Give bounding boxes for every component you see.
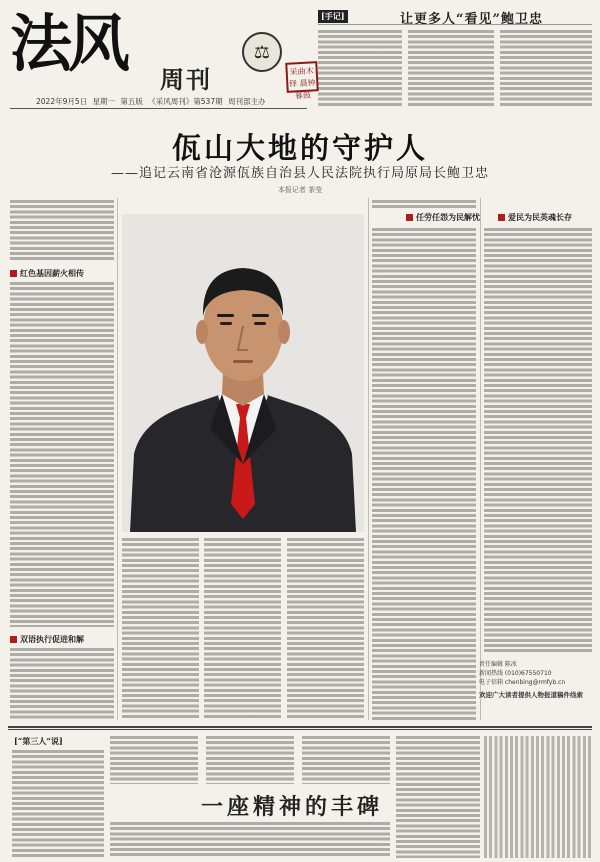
top-story-tag: [手记] bbox=[318, 10, 348, 23]
commentary-vertical-text bbox=[484, 736, 592, 858]
editor-footnote: 欢迎广大读者提供人物报道稿件线索 bbox=[479, 691, 583, 699]
section-head-diligence bbox=[406, 212, 480, 223]
responsible-editor: 责任编辑 陈冰 bbox=[479, 661, 517, 668]
masthead-stamp: 采曲木铎 晨钟暮鼓 bbox=[285, 61, 319, 93]
section-title: 双语执行促进和解 bbox=[20, 635, 84, 644]
masthead-title: 法风 bbox=[10, 7, 127, 80]
right-center-column-top bbox=[372, 200, 476, 210]
commentary-tag: [“第三人”说] bbox=[14, 736, 63, 746]
masthead-rule bbox=[10, 108, 307, 109]
main-subheadline: ——追记云南省沧源佤族自治县人民法院执行局原局长鲍卫忠 bbox=[110, 166, 489, 181]
top-story-column-2 bbox=[408, 30, 494, 108]
main-headline: 佤山大地的守护人 bbox=[171, 131, 428, 165]
column-divider bbox=[480, 198, 481, 720]
byline: 本报记者 茶莹 bbox=[277, 186, 323, 194]
middle-column-3 bbox=[287, 538, 364, 720]
far-right-column bbox=[484, 228, 592, 654]
dateline: 2022年9月5日 星期一 第五版 《采风周刊》第537期 周刊部主办 bbox=[36, 97, 266, 106]
left-column-intro bbox=[10, 200, 114, 260]
top-story-rule bbox=[318, 24, 592, 25]
section-head-bilingual bbox=[10, 634, 84, 645]
column-divider bbox=[368, 198, 369, 720]
left-column-bottom bbox=[10, 648, 114, 720]
masthead bbox=[10, 7, 316, 101]
commentary-column-6 bbox=[110, 822, 390, 858]
bottom-rule-thin bbox=[8, 729, 592, 730]
section-marker-icon bbox=[10, 636, 17, 643]
right-center-column-body bbox=[372, 228, 476, 720]
section-marker-icon bbox=[10, 270, 17, 277]
masthead-subtitle: 周刊 bbox=[160, 65, 212, 94]
scales-of-justice-icon: ⚖ bbox=[242, 32, 282, 72]
section-title: 红色基因薪火相传 bbox=[20, 269, 84, 278]
commentary-headline: 一座精神的丰碑 bbox=[200, 794, 383, 820]
portrait-illustration bbox=[122, 214, 364, 532]
commentary-column-2 bbox=[110, 736, 198, 784]
section-head-love-people bbox=[498, 212, 572, 223]
portrait-photo bbox=[122, 214, 364, 532]
commentary-column-3 bbox=[206, 736, 294, 784]
commentary-column-4 bbox=[302, 736, 390, 784]
middle-column-2 bbox=[204, 538, 281, 720]
left-column-body bbox=[10, 282, 114, 627]
bottom-rule bbox=[8, 726, 592, 728]
editor-email: 电子信箱 chenbing@rmfyb.cn bbox=[479, 679, 566, 686]
column-divider bbox=[117, 198, 118, 720]
editor-info bbox=[479, 660, 594, 700]
middle-column-1 bbox=[122, 538, 199, 720]
section-marker-icon bbox=[498, 214, 505, 221]
section-title: 爱民为民英魂长存 bbox=[508, 213, 572, 222]
section-head-red-gene bbox=[10, 268, 84, 279]
commentary-column-1 bbox=[12, 750, 104, 858]
news-hotline: 新闻热线 (010)67550710 bbox=[479, 670, 552, 677]
section-marker-icon bbox=[406, 214, 413, 221]
top-story-headline: 让更多人“看见”鲍卫忠 bbox=[400, 12, 543, 27]
top-story-column-1 bbox=[318, 30, 402, 108]
section-title: 任劳任怨为民解忧 bbox=[416, 213, 480, 222]
top-story-column-3 bbox=[500, 30, 592, 108]
